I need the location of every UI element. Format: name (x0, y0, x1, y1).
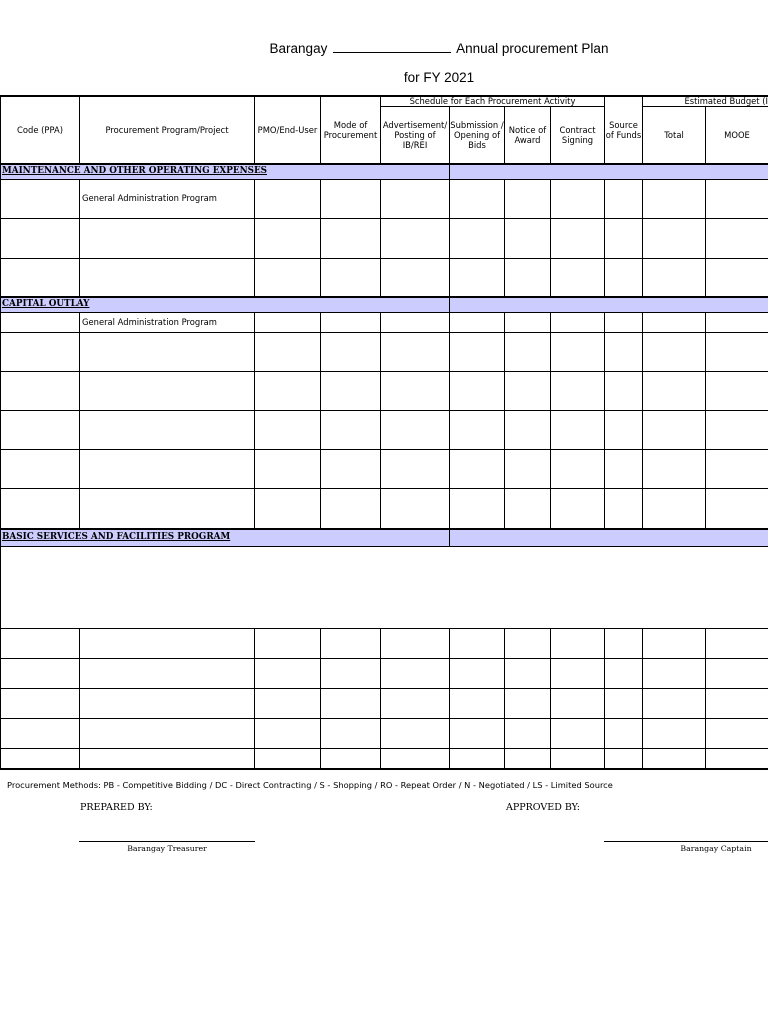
col-line (380, 312, 381, 529)
section-title-basic: BASIC SERVICES AND FACILITIES PROGRAM (2, 532, 231, 542)
row-line (0, 410, 768, 411)
row-line (0, 258, 768, 259)
col-header-mode: Mode of Procurement (323, 120, 378, 140)
row-line (0, 332, 768, 333)
document-title (0, 40, 768, 56)
col-line (449, 179, 450, 297)
col-line (642, 628, 643, 769)
captain-title: Barangay Captain (680, 844, 752, 853)
budget-group-header: Estimated Budget (I (684, 96, 768, 106)
col-line (550, 179, 551, 297)
col-line (254, 179, 255, 297)
row-line (0, 546, 768, 547)
table-left-border (0, 95, 1, 770)
col-header-source: Source of Funds (605, 120, 642, 140)
col-line (79, 312, 80, 529)
prepared-by-label: PREPARED BY: (80, 802, 153, 813)
capital-program-cell: General Administration Program (82, 317, 217, 327)
col-header-contract: Contract Signing (559, 125, 596, 145)
captain-signature-line (604, 841, 768, 842)
col-header-total: Total (664, 130, 684, 140)
fiscal-year: for FY 2021 (403, 70, 475, 85)
row-line (0, 488, 768, 489)
col-line (642, 312, 643, 529)
table-bottom-border (0, 768, 768, 770)
title-prefix: Barangay (269, 41, 328, 56)
treasurer-signature-line (79, 841, 255, 842)
col-line (79, 179, 80, 297)
section-band-capital (0, 297, 768, 312)
row-line (0, 658, 768, 659)
section-title-mooe: MAINTENANCE AND OTHER OPERATING EXPENSES (2, 166, 268, 176)
col-line (504, 179, 505, 297)
col-line (705, 312, 706, 529)
row-line (0, 688, 768, 689)
col-header-program: Procurement Program/Project (105, 125, 229, 135)
col-header-advertisement: Advertisement/ Posting of IB/REI (382, 120, 448, 150)
row-line (0, 312, 768, 313)
col-header-pmo: PMO/End-User (257, 125, 318, 135)
approved-by-label: APPROVED BY: (506, 802, 580, 813)
treasurer-title: Barangay Treasurer (127, 844, 207, 853)
col-header-submission: Submission / Opening of Bids (450, 120, 504, 150)
row-line (0, 748, 768, 749)
col-line (504, 312, 505, 529)
schedule-group-header: Schedule for Each Procurement Activity (409, 96, 576, 106)
header-bottom-border (0, 163, 768, 165)
col-line (449, 164, 450, 180)
col-line (449, 312, 450, 529)
col-line (449, 297, 450, 313)
col-line (449, 529, 450, 547)
col-line (320, 628, 321, 769)
row-line (0, 718, 768, 719)
row-line (0, 628, 768, 629)
col-line (550, 312, 551, 529)
col-line (550, 628, 551, 769)
col-line (604, 312, 605, 529)
col-line (380, 179, 381, 297)
barangay-name-blank (333, 40, 451, 53)
col-line (604, 179, 605, 297)
col-line (79, 628, 80, 769)
row-line (0, 218, 768, 219)
row-line (0, 528, 768, 530)
row-line (0, 449, 768, 450)
row-line (0, 371, 768, 372)
col-line (254, 628, 255, 769)
col-line (504, 628, 505, 769)
title-suffix: Annual procurement Plan (456, 41, 609, 56)
row-line (0, 179, 768, 180)
col-line (604, 628, 605, 769)
col-header-notice: Notice of Award (508, 125, 547, 145)
col-header-code: Code (PPA) (17, 125, 63, 135)
col-line (449, 628, 450, 769)
row-line (0, 296, 768, 298)
mooe-program-cell: General Administration Program (82, 193, 217, 203)
col-header-mooe: MOOE (724, 130, 750, 140)
col-line (254, 312, 255, 529)
col-line (320, 312, 321, 529)
col-line (320, 179, 321, 297)
procurement-methods-note: Procurement Methods: PB - Competitive Bidding / DC - Direct Contracting / S - Shopping / RO - Repeat Order / N - Negotiated / LS - Limited Source (7, 780, 613, 790)
col-line (705, 179, 706, 297)
col-line (705, 628, 706, 769)
section-title-capital: CAPITAL OUTLAY (2, 299, 90, 309)
col-line (380, 628, 381, 769)
col-line (642, 179, 643, 297)
